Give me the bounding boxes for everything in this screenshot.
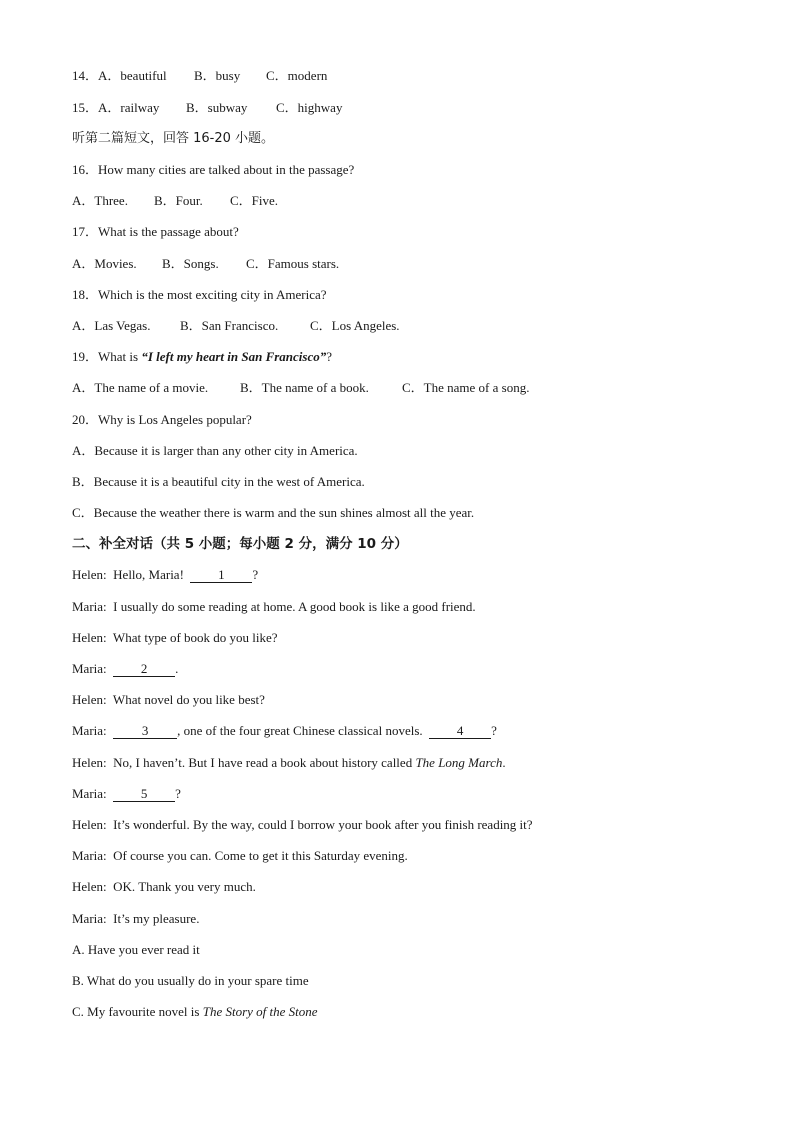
option-b: B．San Francisco.	[180, 318, 279, 333]
dialogue-line-12	[72, 911, 199, 927]
speaker: Maria:	[72, 848, 107, 863]
line-text: It’s my pleasure.	[113, 911, 200, 926]
question-16-stem: 16．How many cities are talked about in the passage?	[72, 162, 355, 177]
line-text: It’s wonderful. By the way, could I borrow your book after you finish reading it?	[113, 817, 533, 832]
option-c: C．highway	[276, 100, 343, 115]
question-18-stem: 18．Which is the most exciting city in America?	[72, 287, 327, 302]
line-text: No, I haven’t. But I have read a book about history called	[113, 755, 416, 770]
option-a: A．railway	[98, 100, 160, 115]
question-20-option-a: A．Because it is larger than any other city in America.	[72, 443, 358, 458]
dialogue-line-2	[72, 599, 476, 615]
line-text: Hello, Maria!	[113, 567, 184, 582]
option-a: A．Movies.	[72, 256, 137, 271]
question-16-options	[72, 193, 278, 209]
line-end: .	[502, 755, 506, 770]
line-end: .	[175, 661, 179, 676]
question-20-option-c: C．Because the weather there is warm and the sun shines almost all the year.	[72, 505, 475, 520]
dialogue-line-9	[72, 817, 533, 833]
option-a: A．The name of a movie.	[72, 380, 209, 395]
option-c: C．modern	[266, 68, 328, 83]
speaker: Helen:	[72, 879, 107, 894]
question-20-option-b: B．Because it is a beautiful city in the west of America.	[72, 474, 365, 489]
line-text: Of course you can. Come to get it this Saturday evening.	[113, 848, 408, 863]
option-b: B．Songs.	[162, 256, 219, 271]
dialogue-line-4	[72, 661, 178, 677]
line-end: ?	[175, 786, 181, 801]
speaker: Helen:	[72, 817, 107, 832]
blank-1[interactable]: 1	[190, 568, 252, 583]
question-19-options	[72, 380, 529, 396]
dialogue-option-c	[72, 1004, 318, 1020]
option-c: C．The name of a song.	[402, 380, 530, 395]
speaker: Helen:	[72, 567, 107, 582]
dialogue-line-10	[72, 848, 408, 864]
blank-3[interactable]: 3	[113, 724, 177, 739]
blank-5[interactable]: 5	[113, 787, 175, 802]
speaker: Maria:	[72, 599, 107, 614]
speaker: Helen:	[72, 755, 107, 770]
blank-2[interactable]: 2	[113, 662, 175, 677]
line-text: I usually do some reading at home. A good book is like a good friend.	[113, 599, 476, 614]
line-text: , one of the four great Chinese classical novels.	[177, 723, 423, 738]
option-a: A．Las Vegas.	[72, 318, 151, 333]
book-title: The Long March	[415, 755, 503, 770]
question-14	[72, 68, 327, 84]
song-title: “I left my heart in San Francisco”	[141, 349, 327, 364]
option-b: B．subway	[186, 100, 248, 115]
speaker: Helen:	[72, 630, 107, 645]
question-17-stem: 17．What is the passage about?	[72, 224, 239, 239]
dialogue-line-1	[72, 567, 258, 583]
question-20-stem: 20．Why is Los Angeles popular?	[72, 412, 252, 427]
option-a: A．beautiful	[98, 68, 167, 83]
option-b: B．Four.	[154, 193, 203, 208]
question-number: 14．	[72, 68, 99, 83]
dialogue-line-5	[72, 692, 265, 708]
question-15	[72, 100, 342, 116]
speaker: Maria:	[72, 723, 107, 738]
question-17-options	[72, 256, 339, 272]
blank-4[interactable]: 4	[429, 724, 491, 739]
dialogue-line-11	[72, 879, 256, 895]
stem-text: 19．What is	[72, 349, 142, 364]
speaker: Maria:	[72, 661, 107, 676]
dialogue-line-8	[72, 786, 181, 802]
novel-title: The Story of the Stone	[202, 1004, 318, 1019]
option-b: B．The name of a book.	[240, 380, 369, 395]
speaker: Helen:	[72, 692, 107, 707]
stem-end: ?	[326, 349, 333, 364]
dialogue-option-b: B. What do you usually do in your spare time	[72, 973, 309, 988]
option-c: C．Famous stars.	[246, 256, 340, 271]
line-text: What novel do you like best?	[112, 692, 265, 707]
line-text: OK. Thank you very much.	[113, 879, 256, 894]
option-c: C．Los Angeles.	[310, 318, 400, 333]
speaker: Maria:	[72, 786, 107, 801]
line-end: ?	[491, 723, 497, 738]
option-b: B．busy	[194, 68, 241, 83]
option-text: C. My favourite novel is	[72, 1004, 203, 1019]
line-text: What type of book do you like?	[112, 630, 278, 645]
dialogue-line-6	[72, 723, 497, 739]
line-end: ?	[252, 567, 259, 582]
question-19-stem	[72, 349, 332, 365]
dialogue-option-a: A. Have you ever read it	[72, 942, 200, 957]
dialogue-line-3	[72, 630, 278, 646]
question-18-options	[72, 318, 400, 334]
section-instruction: 听第二篇短文，回答 16-20 小题。	[72, 131, 275, 146]
option-c: C．Five.	[230, 193, 279, 208]
dialogue-line-7	[72, 755, 506, 771]
section-2-heading: 二、补全对话（共 5 小题；每小题 2 分，满分 10 分）	[72, 536, 408, 552]
speaker: Maria:	[72, 911, 107, 926]
question-number: 15．	[72, 100, 99, 115]
option-a: A．Three.	[72, 193, 128, 208]
